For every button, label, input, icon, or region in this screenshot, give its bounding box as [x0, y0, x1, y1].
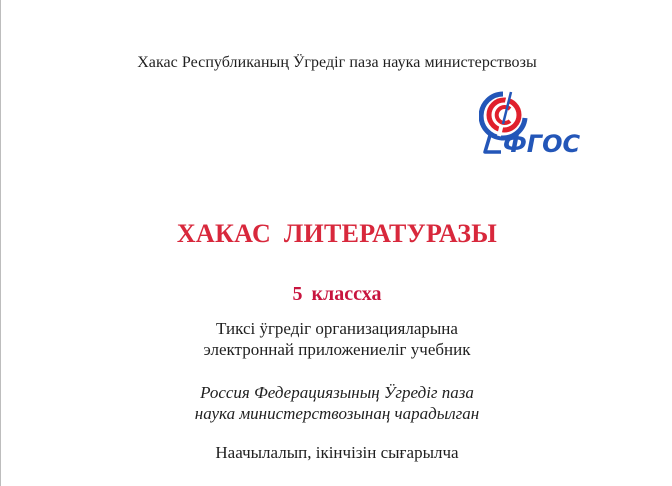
description-line-2: электроннай приложениелiг учебник	[203, 340, 471, 359]
fgos-logo	[479, 88, 609, 156]
edition-note: Наачылалып, iкiнчiзiн сығарылча	[215, 443, 459, 462]
approval-note	[1, 382, 672, 424]
fgos-logo-icon	[479, 88, 609, 156]
approval-line-1: Россия Федерациязының Ӱгредiг паза	[200, 383, 474, 402]
ministry-heading: Хакас Республиканың Ӱгредiг паза наука министерствозы	[137, 54, 537, 71]
book-title: ХАКАС ЛИТЕРАТУРАЗЫ	[176, 219, 498, 248]
grade-label: 5 классха	[292, 283, 382, 305]
approval-line-2: наука министерствозынаң чарадылган	[194, 404, 480, 423]
description-line-1: Тиксi ӱгредiг организацияларына	[216, 319, 458, 338]
book-description	[1, 318, 672, 360]
svg-text:ФГОС: ФГОС	[503, 130, 581, 156]
